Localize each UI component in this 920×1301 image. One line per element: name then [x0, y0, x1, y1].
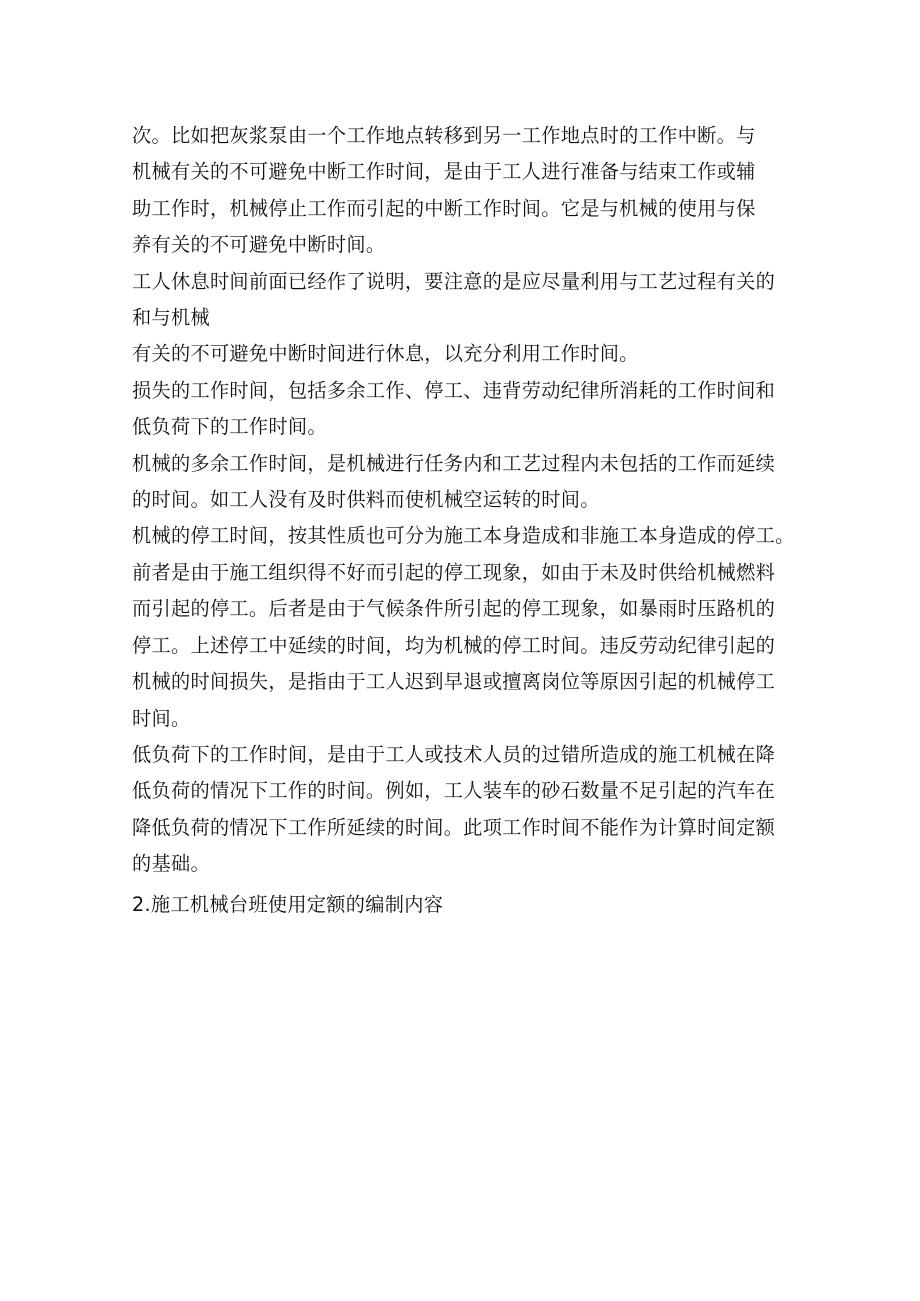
text-line: 损失的工作时间，包括多余工作、停工、违背劳动纪律所消耗的工作时间和 — [132, 378, 776, 402]
text-line: 降低负荷的情况下工作所延续的时间。此项工作时间不能作为计算时间定额 — [132, 815, 776, 839]
text-line: 工人休息时间前面已经作了说明，要注意的是应尽量利用与工艺过程有关的 — [132, 269, 776, 293]
text-line: 机械的多余工作时间，是机械进行任务内和工艺过程内未包括的工作而延续 — [132, 451, 776, 475]
text-line: 助工作时，机械停止工作而引起的中断工作时间。它是与机械的使用与保 — [132, 196, 756, 220]
paragraph-3 — [132, 336, 800, 372]
text-line: 和与机械 — [132, 306, 210, 330]
text-line: 机械有关的不可避免中断工作时间，是由于工人进行准备与结束工作或辅 — [132, 160, 756, 184]
paragraph-5 — [132, 446, 800, 519]
text-line: 次。比如把灰浆泵由一个工作地点转移到另一工作地点时的工作中断。与 — [132, 124, 756, 147]
text-line: 停工。上述停工中延续的时间，均为机械的停工时间。违反劳动纪律引起的 — [132, 633, 776, 657]
text-line: 的时间。如工人没有及时供料而使机械空运转的时间。 — [132, 488, 600, 512]
text-line: 低负荷的情况下工作的时间。例如，工人装车的砂石数量不足引起的汽车在 — [132, 779, 776, 803]
paragraph-2 — [132, 264, 800, 337]
paragraph-6 — [132, 518, 800, 736]
text-line: 而引起的停工。后者是由于气候条件所引起的停工现象，如暴雨时压路机的 — [132, 597, 776, 621]
text-line: 前者是由于施工组织得不好而引起的停工现象，如由于未及时供给机械燃料 — [132, 560, 776, 584]
text-line: 低负荷下的工作时间。 — [132, 415, 327, 439]
text-line: 机械的时间损失，是指由于工人迟到早退或擅离岗位等原因引起的机械停工 — [132, 670, 776, 694]
text-line: 的基础。 — [132, 852, 210, 876]
text-line: 养有关的不可避免中断时间。 — [132, 233, 386, 257]
paragraph-1 — [132, 118, 800, 264]
section-heading — [132, 887, 800, 923]
text-line: 机械的停工时间，按其性质也可分为施工本身造成和非施工本身造成的停工。 — [132, 524, 795, 548]
document-page — [132, 118, 800, 923]
heading-text: 2.施工机械台班使用定额的编制内容 — [132, 892, 444, 916]
paragraph-4 — [132, 373, 800, 446]
text-line: 有关的不可避免中断时间进行休息，以充分利用工作时间。 — [132, 342, 639, 366]
paragraph-7 — [132, 737, 800, 883]
text-line: 时间。 — [132, 706, 191, 730]
text-line: 低负荷下的工作时间，是由于工人或技术人员的过错所造成的施工机械在降 — [132, 742, 776, 766]
